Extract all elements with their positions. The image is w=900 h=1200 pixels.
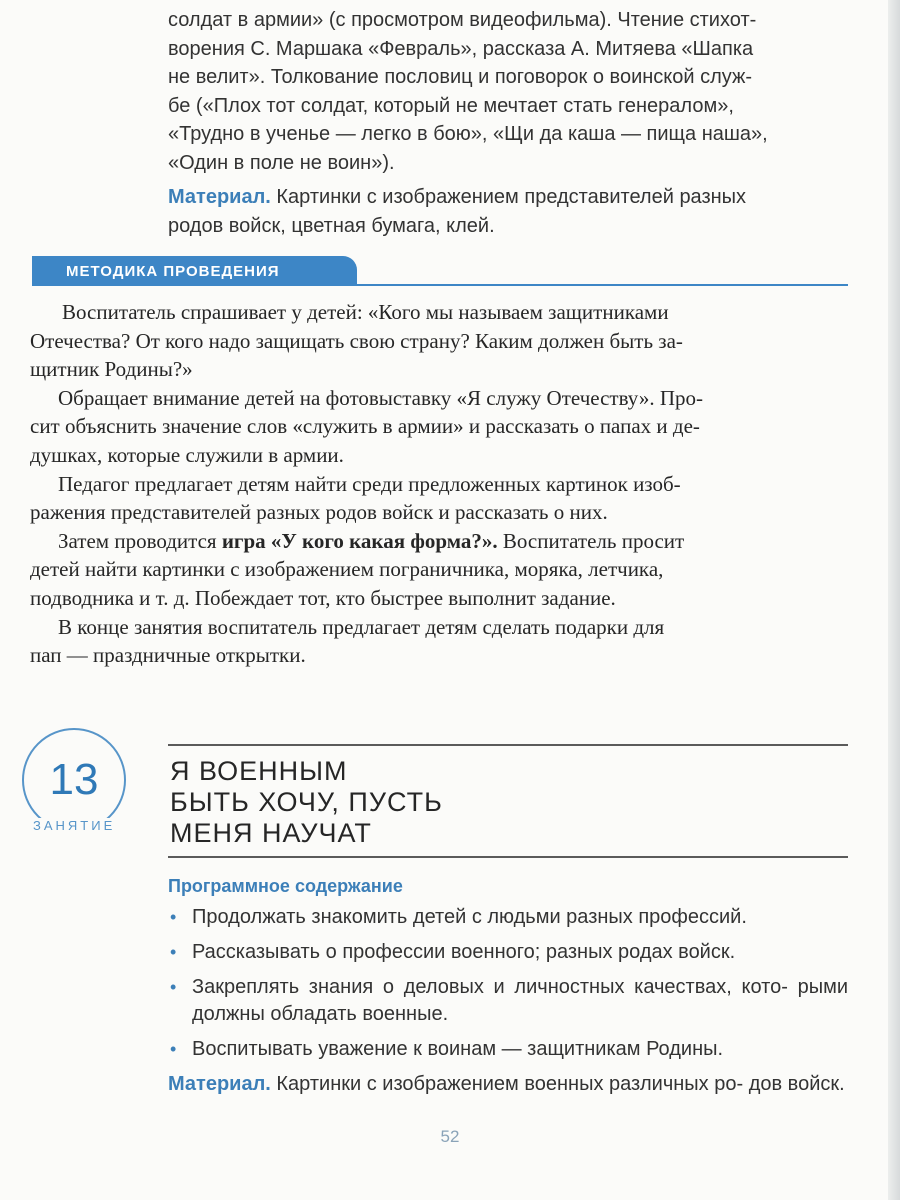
method-line: щитник Родины?»: [30, 357, 193, 382]
method-line: сит объяснить значение слов «служить в армии» и рассказать о папах и де-: [30, 414, 700, 439]
method-line: Отечества? От кого надо защищать свою страну? Каким должен быть за-: [30, 328, 683, 353]
lesson-title-line: Я ВОЕННЫМ: [170, 756, 348, 786]
bullet-icon: •: [170, 1039, 177, 1059]
section-title: МЕТОДИКА ПРОВЕДЕНИЯ: [66, 263, 280, 280]
method-line: Затем проводится игра «У кого какая форма?». Воспитатель просит: [58, 528, 685, 553]
intro-line: ворения С. Маршака «Февраль», рассказа А. Митяева «Шапка: [168, 37, 754, 60]
list-item: • Закреплять знания о деловых и личностных качествах, кото- рыми должны обладать военные.: [170, 976, 848, 1025]
method-line: пап — праздничные открытки.: [30, 643, 306, 668]
program-heading: Программное содержание: [168, 876, 403, 896]
method-line: душках, которые служили в армии.: [30, 442, 344, 467]
page-number: 52: [440, 1127, 460, 1146]
method-line: Воспитатель спрашивает у детей: «Кого мы называем защитниками: [62, 300, 669, 324]
lesson-title: [170, 756, 840, 849]
intro-line: бе («Плох тот солдат, который не мечтает стать генералом»,: [168, 94, 734, 117]
method-line: подводника и т. д. Побеждает тот, кто быстрее выполнит задание.: [30, 585, 616, 610]
program-list: [168, 904, 848, 1098]
method-line: ражения представителей разных родов войск и рассказать о них.: [30, 500, 608, 525]
method-line: В конце занятия воспитатель предлагает детям сделать подарки для: [58, 614, 665, 639]
lesson-word: ЗАНЯТИЕ: [30, 818, 118, 833]
list-item: • Продолжать знакомить детей с людьми разных профессий.: [168, 904, 848, 931]
method-line: детей найти картинки с изображением пограничника, моряка, летчика,: [30, 557, 664, 582]
bullet-icon: •: [170, 907, 177, 927]
material-line: родов войск, цветная бумага, клей.: [168, 214, 495, 237]
intro-line: «Один в поле не воин»).: [168, 151, 395, 174]
method-line: Обращает внимание детей на фотовыставку «Я служу Отечеству». Про-: [58, 385, 703, 410]
method-text: [30, 298, 848, 670]
list-item: • Рассказывать о профессии военного; разных родах войск.: [168, 939, 848, 966]
lesson-material: [168, 1071, 848, 1098]
lesson-number: 13: [49, 755, 99, 804]
lesson-number-badge: [22, 728, 126, 832]
intro-text: [168, 6, 848, 240]
lesson-title-line: МЕНЯ НАУЧАТ: [170, 818, 372, 848]
material-text: Картинки с изображением представителей разных: [270, 186, 747, 208]
list-item: • Воспитывать уважение к воинам — защитникам Родины.: [168, 1036, 848, 1063]
game-title: игра «У кого какая форма?».: [221, 528, 498, 553]
material-paragraph: [168, 183, 848, 212]
banner-tab: [32, 256, 357, 284]
method-line: Педагог предлагает детям найти среди предложенных картинок изоб-: [58, 471, 681, 496]
intro-line: солдат в армии» (с просмотром видеофильма). Чтение стихот-: [168, 9, 757, 31]
banner-underline: [32, 284, 848, 286]
title-rule-top: [168, 744, 848, 746]
title-rule-bottom: [168, 856, 848, 858]
intro-line: не велит». Толкование пословиц и поговорок о воинской служ-: [168, 66, 753, 88]
material-label: Материал.: [168, 186, 271, 208]
intro-line: «Трудно в ученье — легко в бою», «Щи да каша — пища наша»,: [168, 123, 768, 145]
material-label: Материал.: [168, 1073, 271, 1095]
bullet-icon: •: [170, 942, 177, 962]
page-edge: [888, 0, 900, 1200]
lesson-title-line: БЫТЬ ХОЧУ, ПУСТЬ: [170, 787, 443, 817]
bullet-icon: •: [170, 977, 177, 997]
section-banner: [32, 254, 848, 286]
material-text: Картинки с изображением военных различных ро- дов войск.: [270, 1073, 845, 1095]
